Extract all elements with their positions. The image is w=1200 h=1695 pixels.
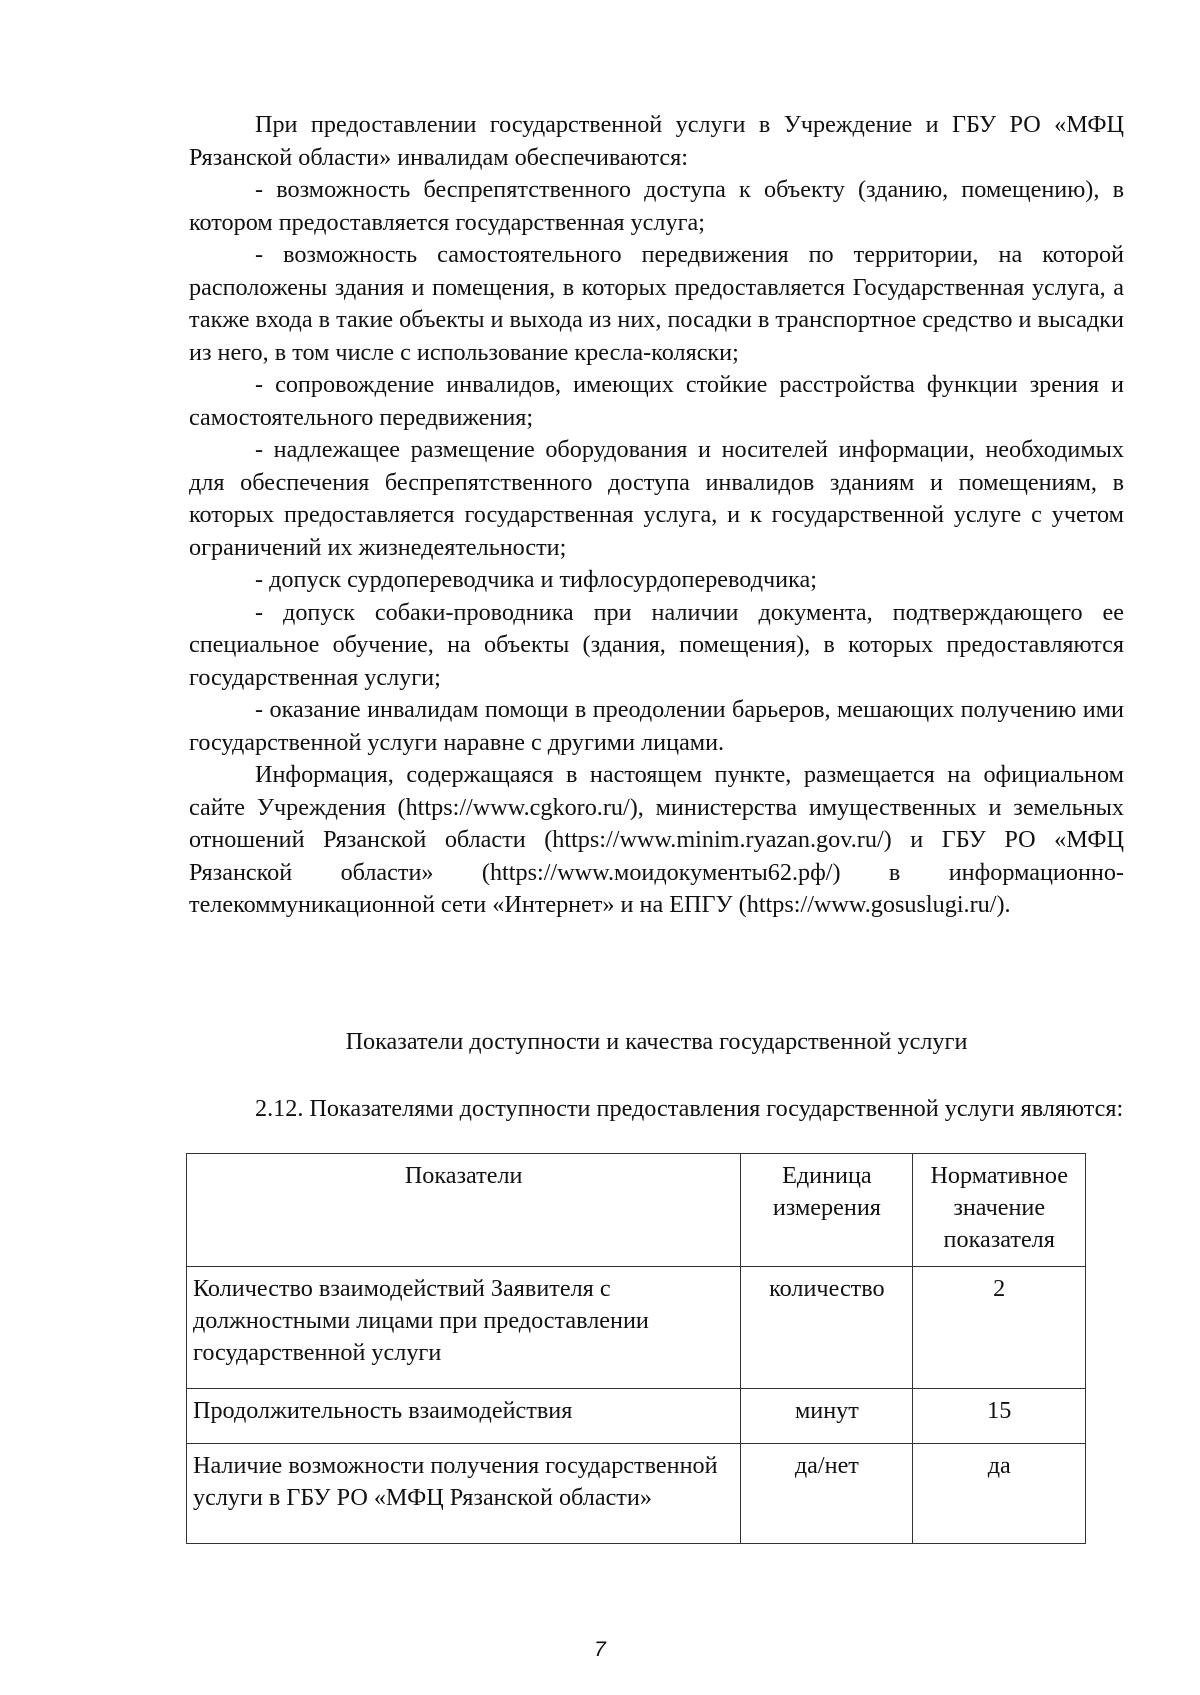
list-item: - возможность самостоятельного передвижения по территории, на которой расположены здания и помещения, в которых предоставляется Государственная услуга, а также входа в такие объекты и выхода из них, посадки в транспортное средство и высадки из него, в том числе с использование кресла-коляски; (189, 241, 1124, 366)
list-item: - надлежащее размещение оборудования и носителей информации, необходимых для обеспечения беспрепятственного доступа инвалидов зданиям и помещениям, в которых предоставляется государственная услуга, и к государственной услуге с учетом ограничений их жизнедеятельности; (189, 436, 1124, 561)
table-row (187, 1389, 1086, 1444)
indicator-cell: Наличие возможности получения государственной услуги в ГБУ РО «МФЦ Рязанской области» (187, 1444, 741, 1544)
indicators-table (186, 1153, 1086, 1544)
indicator-cell: Продолжительность взаимодействия (187, 1389, 741, 1444)
list-item: - допуск собаки-проводника при наличии документа, подтверждающего ее специальное обучение, на объекты (здания, помещения), в которых предоставляются государственная услуги; (189, 598, 1124, 691)
value-cell: да (913, 1444, 1086, 1544)
list-item: - оказание инвалидам помощи в преодолении барьеров, мешающих получению ими государственной услуги наравне с другими лицами. (189, 696, 1124, 756)
unit-cell: да/нет (741, 1444, 913, 1544)
unit-cell: количество (741, 1267, 913, 1389)
section-heading: Показатели доступности и качества государственной услуги (345, 1028, 968, 1055)
header-indicators: Показатели (187, 1154, 741, 1267)
value-cell: 15 (913, 1389, 1086, 1444)
unit-cell: минут (741, 1389, 913, 1444)
header-unit: Единица измерения (741, 1154, 913, 1267)
page-number: 7 (594, 1638, 606, 1661)
value-cell: 2 (913, 1267, 1086, 1389)
table-header-row (187, 1154, 1086, 1267)
table-row (187, 1267, 1086, 1389)
paragraph: Информация, содержащаяся в настоящем пункте, размещается на официальном сайте Учреждения (https://www.cgkoro.ru/), министерства имущественных и земельных отношений Рязанской области (https://www.minim.ryazan.gov.ru/) и ГБУ РО «МФЦ Рязанской области» (https://www.моидокументы62.рф/) в информационно-телекоммуникационной сети «Интернет» и на ЕПГУ (https://www.gosuslugi.ru/). (189, 761, 1124, 918)
paragraph: При предоставлении государственной услуги в Учреждение и ГБУ РО «МФЦ Рязанской области» инвалидам обеспечиваются: (189, 111, 1124, 171)
indicator-cell: Количество взаимодействий Заявителя с должностными лицами при предоставлении государственной услуги (187, 1267, 741, 1389)
list-item: - допуск сурдопереводчика и тифлосурдопереводчика; (255, 566, 817, 593)
body-text (189, 109, 1124, 922)
section-intro: 2.12. Показателями доступности предоставления государственной услуги являются: (255, 1095, 1124, 1122)
list-item: - возможность беспрепятственного доступа к объекту (зданию, помещению), в котором предоставляется государственная услуга; (189, 176, 1124, 236)
header-normative-value: Нормативное значение показателя (913, 1154, 1086, 1267)
table-row (187, 1444, 1086, 1544)
list-item: - сопровождение инвалидов, имеющих стойкие расстройства функции зрения и самостоятельного передвижения; (189, 371, 1124, 431)
